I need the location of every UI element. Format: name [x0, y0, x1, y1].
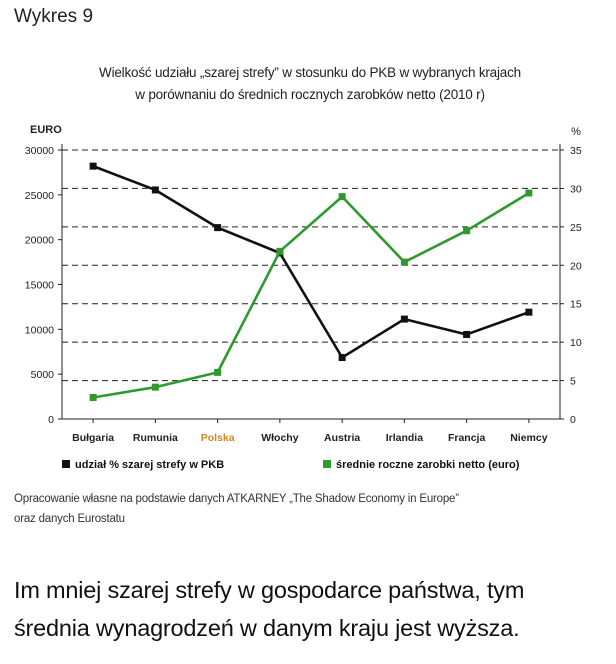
data-point-shadow-economy [463, 331, 470, 338]
data-point-shadow-economy [214, 224, 221, 231]
series-line-shadow-economy [93, 166, 529, 357]
data-point-shadow-economy [339, 354, 346, 361]
left-tick-label: 20000 [24, 234, 54, 247]
chart-title-line-1: Wielkość udziału „szarej strefy” w stosunku do PKB w wybranych krajach [99, 65, 521, 80]
left-tick-label: 15000 [24, 279, 54, 292]
chart-title [60, 62, 560, 106]
left-tick-label: 10000 [24, 324, 54, 337]
x-tick-label: Niemcy [510, 432, 548, 444]
source-line-1: Opracowanie własne na podstawie danych ATKARNEY „The Shadow Economy in Europe” [14, 493, 459, 505]
source-line-2: oraz danych Eurostatu [14, 513, 125, 525]
x-tick-label: Bułgaria [72, 432, 115, 444]
legend-label-shadow-economy: udział % szarej strefy w PKB [75, 459, 225, 471]
data-point-shadow-economy [152, 186, 159, 193]
line-chart [0, 115, 616, 485]
left-tick-label: 30000 [24, 145, 54, 157]
right-axis-label: % [571, 126, 581, 138]
chart-title-line-2: w porównaniu do średnich rocznych zarobków netto (2010 r) [135, 87, 485, 102]
left-tick-label: 0 [48, 414, 54, 426]
left-tick-label: 5000 [30, 369, 54, 382]
legend-label-salary: średnie roczne zarobki netto (euro) [336, 459, 520, 471]
x-tick-label: Polska [200, 432, 235, 444]
data-point-salary [525, 190, 532, 197]
conclusion-line-1: Im mniej szarej strefy w gospodarce państwa, tym [14, 577, 525, 603]
right-tick-label: 25 [570, 221, 582, 234]
data-point-salary [276, 248, 283, 255]
right-tick-label: 10 [570, 337, 582, 350]
data-point-shadow-economy [90, 163, 97, 170]
right-tick-label: 35 [570, 145, 582, 157]
data-point-salary [401, 259, 408, 266]
data-point-salary [90, 394, 97, 401]
axes [58, 144, 564, 423]
data-point-shadow-economy [525, 309, 532, 316]
conclusion-text [14, 571, 610, 647]
legend [62, 459, 520, 471]
source-note [14, 489, 459, 529]
data-point-salary [463, 227, 470, 234]
data-point-salary [214, 369, 221, 376]
figure-label: Wykres 9 [14, 6, 94, 27]
x-tick-label: Francja [447, 432, 486, 444]
data-point-shadow-economy [401, 316, 408, 323]
x-tick-label: Włochy [261, 432, 299, 444]
x-tick-label: Rumunia [132, 432, 178, 444]
x-tick-label: Austria [324, 432, 361, 444]
right-tick-label: 20 [570, 260, 582, 273]
data-point-salary [152, 384, 159, 391]
legend-swatch-shadow-economy [62, 460, 70, 468]
x-tick-label: Irlandia [385, 432, 424, 444]
series [90, 163, 533, 401]
gridlines [62, 150, 560, 381]
right-tick-label: 5 [570, 375, 576, 388]
data-point-salary [339, 193, 346, 200]
conclusion-line-2: średnia wynagrodzeń w danym kraju jest wyższa. [14, 615, 520, 641]
right-tick-label: 15 [570, 298, 582, 311]
series-line-salary [93, 193, 529, 397]
left-tick-label: 25000 [24, 189, 54, 202]
left-axis-label: EURO [30, 124, 62, 136]
legend-swatch-salary [323, 460, 331, 468]
right-tick-label: 30 [570, 183, 582, 196]
right-tick-label: 0 [570, 414, 576, 426]
